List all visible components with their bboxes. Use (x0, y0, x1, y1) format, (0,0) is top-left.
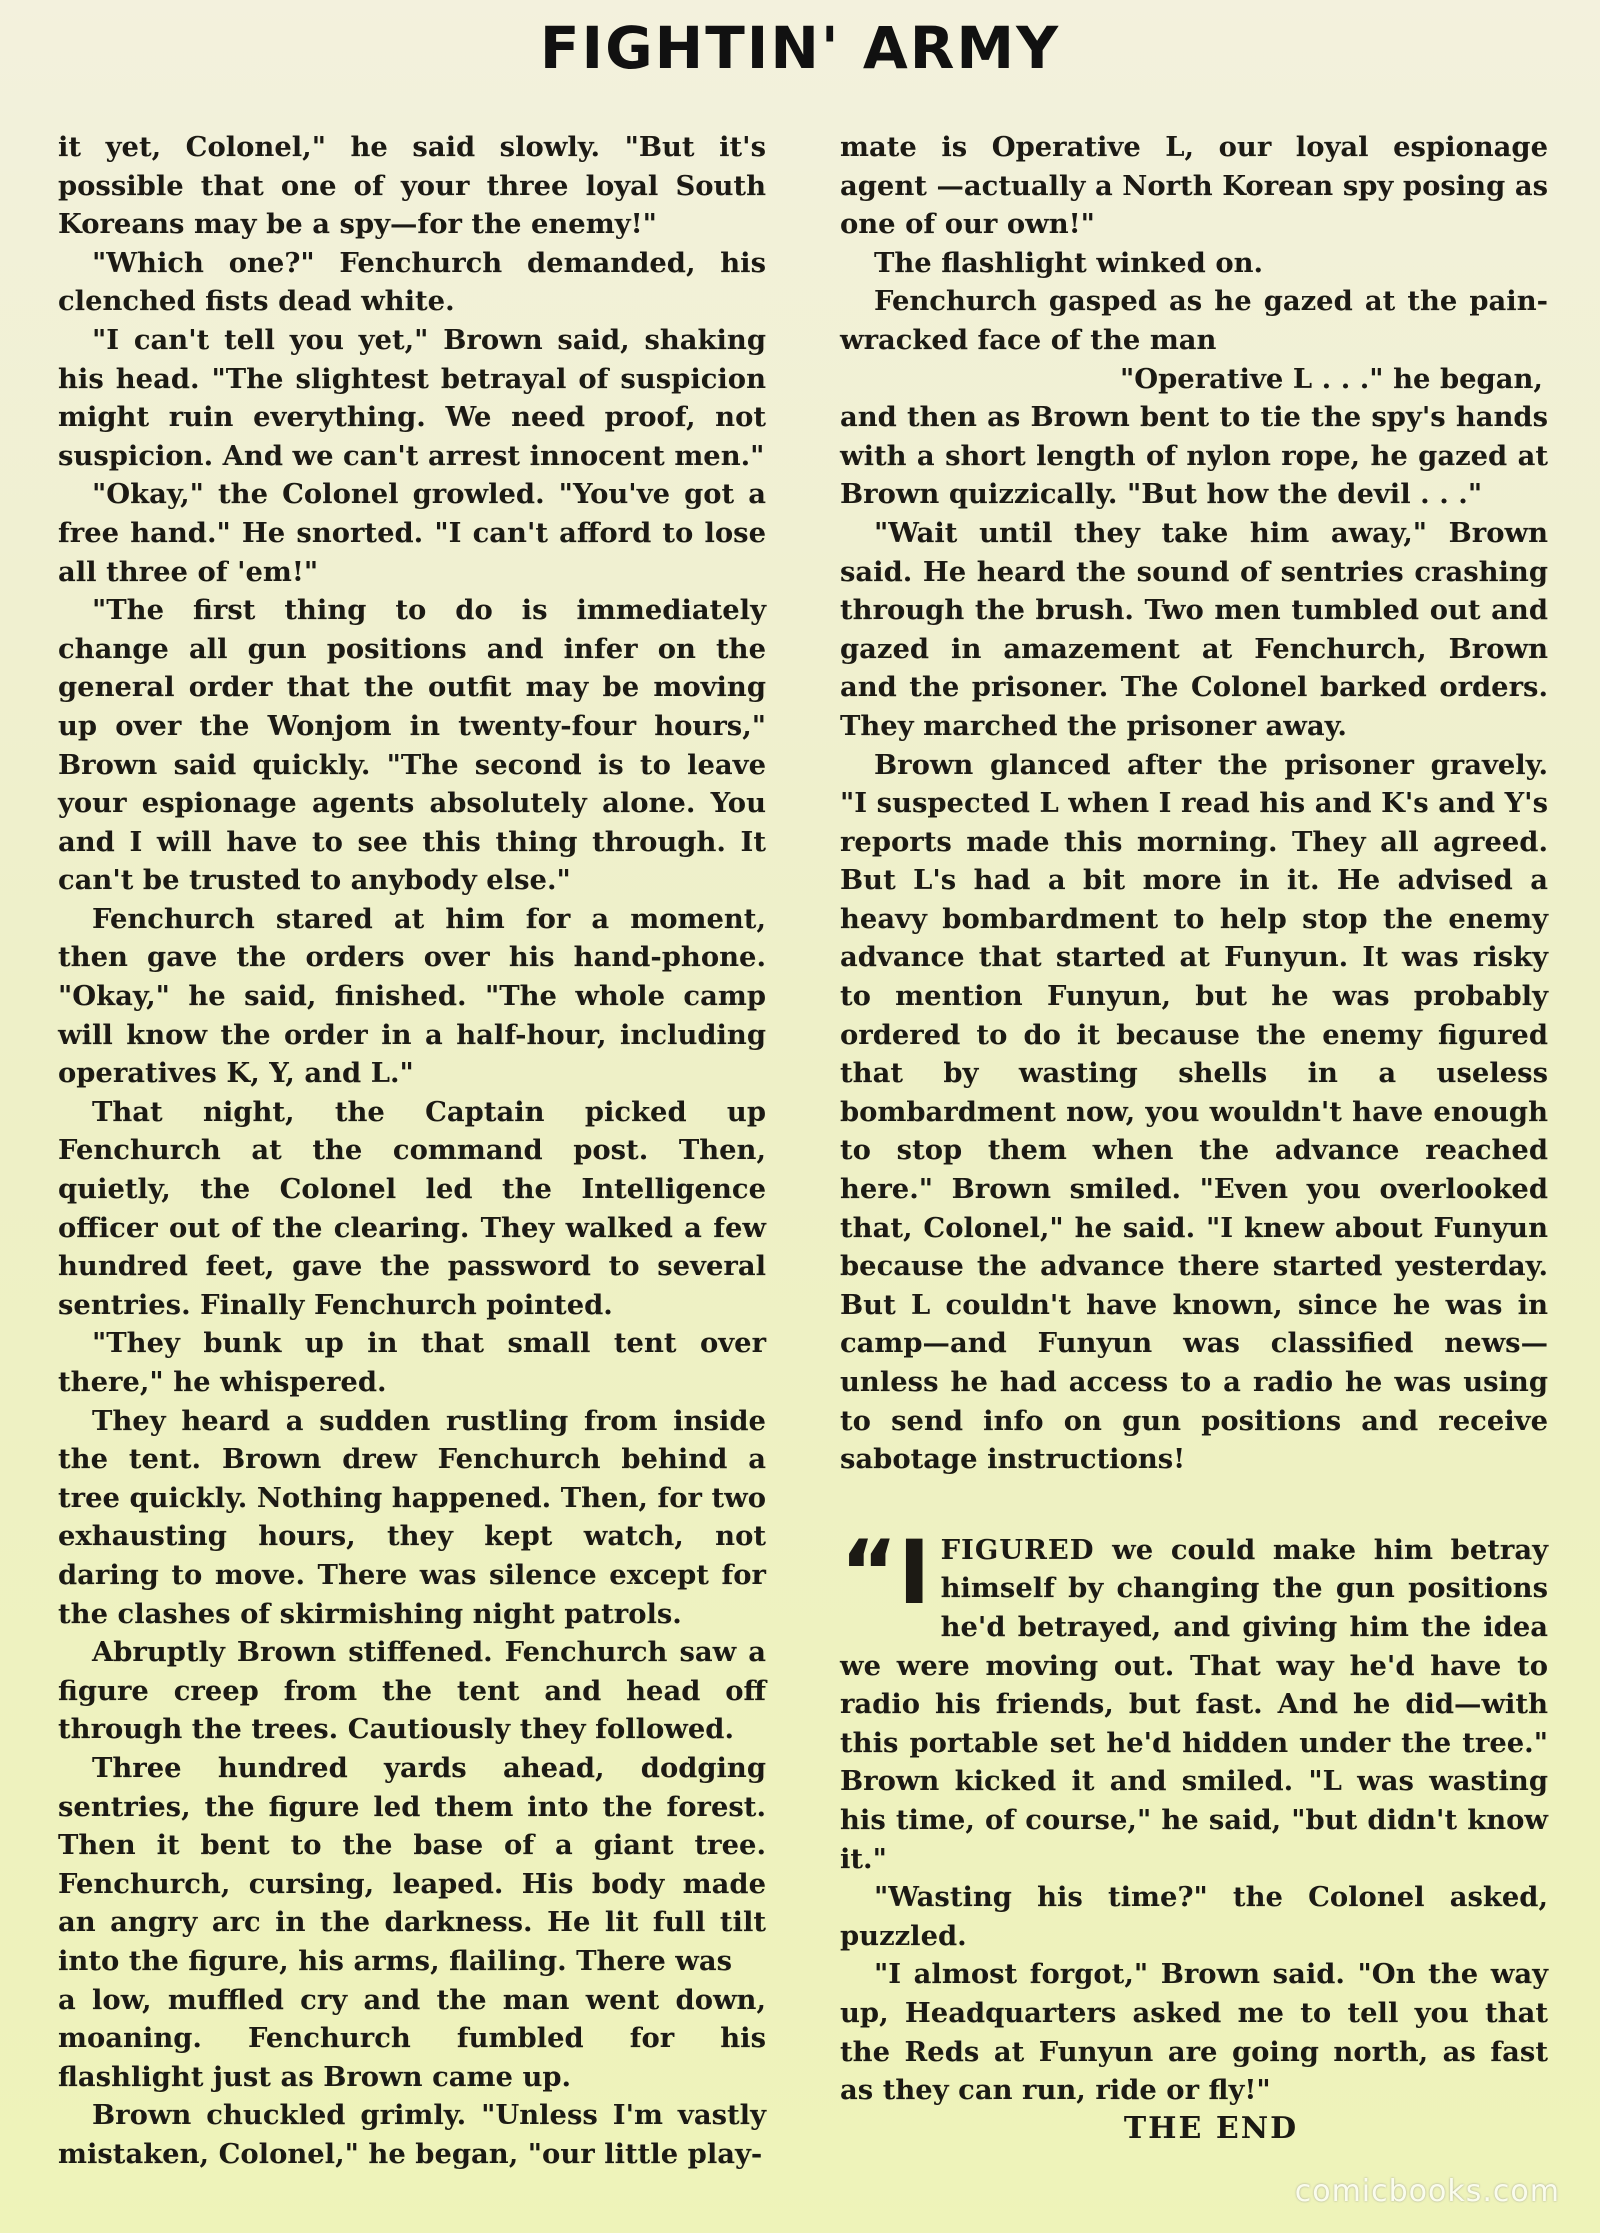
lead-word: FIGURED (940, 1533, 1095, 1566)
left-column (58, 128, 766, 2173)
paragraph: Brown glanced after the prisoner gravely. "I suspected L when I read his and K's and Y's reports made this morning. They all agreed. But L's had a bit more in it. He advised a heavy bombardment to help stop the enemy advance that started at Funyun. It was risky to mention Funyun, but he was probably ordered to do it because the enemy figured that by wasting shells in a useless bombardment now, you wouldn't have enough to stop them when the advance reached here." Brown smiled. "Even you overlooked that, Colonel," he said. "I knew about Funyun because the advance there started yesterday. But L couldn't have known, since he was in camp—and Funyun was classified news—unless he had access to a radio he was using to send info on gun positions and receive sabotage instructions! (840, 748, 1548, 1476)
paragraph: Fenchurch stared at him for a moment, then gave the orders over his hand-phone. "Okay," he said, finished. "The whole camp will know the order in a half-hour, including operatives K, Y, and L." (58, 902, 766, 1090)
paragraph: and then as Brown bent to tie the spy's hands with a short length of nylon rope, he gazed at Brown quizzically. "But how the devil . . ." (840, 401, 1548, 511)
paragraph: "They bunk up in that small tent over there," he whispered. (58, 1327, 766, 1398)
paragraph: "Which one?" Fenchurch demanded, his clenched fists dead white. (58, 246, 766, 318)
the-end: THE END (1123, 2110, 1299, 2146)
paragraph: a low, muffled cry and the man went down, moaning. Fenchurch fumbled for his flashlight just as Brown came up. (58, 1983, 766, 2093)
paragraph: it yet, Colonel," he said slowly. "But it's possible that one of your three loyal South Koreans may be a spy—for the enemy!" (58, 131, 766, 241)
paragraph: Abruptly Brown stiffened. Fenchurch saw a figure creep from the tent and head off through the trees. Cautiously they followed. (58, 1636, 766, 1746)
paragraph: Brown chuckled grimly. "Unless I'm vastly mistaken, Colonel," he began, "our little play- (58, 2099, 766, 2170)
pullquote-text: we could make him betray himself by changing the gun positions he'd betrayed, and giving him the idea we were moving out. That way he'd have to radio his friends, but fast. And he did—with this portable set he'd hidden under the tree." Brown kicked it and smiled. "L was wasting his time, of course," he said, "but didn't know it." (840, 1533, 1548, 1875)
paragraph: "I can't tell you yet," Brown said, shaking his head. "The slightest betrayal of suspicion might ruin everything. We need proof, not suspicion. And we can't arrest innocent men." (58, 323, 766, 472)
right-column (840, 128, 1548, 2148)
masthead-title: FIGHTIN' ARMY (539, 14, 1061, 82)
paragraph: "The first thing to do is immediately change all gun positions and infer on the general order that the outfit may be moving up over the Wonjom in twenty-four hours," Brown said quickly. "The second is to leave your espionage agents absolutely alone. You and I will have to see this thing through. It can't be trusted to anybody else." (58, 594, 766, 897)
paragraph: "I almost forgot," Brown said. "On the way up, Headquarters asked me to tell you that the Reds at Funyun are going north, as fast as they can run, ride or fly!" (840, 1958, 1548, 2107)
paragraph: That night, the Captain picked up Fenchurch at the command post. Then, quietly, the Colonel led the Intelligence officer out of the clearing. They walked a few hundred feet, gave the password to several sentries. Finally Fenchurch pointed. (58, 1095, 766, 1321)
pullquote-paragraph (840, 1520, 1548, 1878)
paragraph: Fenchurch gasped as he gazed at the pain-wracked face of the man (840, 285, 1548, 356)
drop-letter: I (897, 1520, 931, 1624)
paragraph: "Operative L . . ." he began, (1120, 362, 1543, 395)
drop-cap (840, 1520, 931, 1624)
paragraph: "Okay," the Colonel growled. "You've got a free hand." He snorted. "I can't afford to lose all three of 'em!" (58, 478, 766, 588)
watermark: comicbooks.com (1294, 2174, 1560, 2209)
paragraph: They heard a sudden rustling from inside the tent. Brown drew Fenchurch behind a tree quickly. Nothing happened. Then, for two exhausting hours, they kept watch, not daring to move. There was silence except for the clashes of skirmishing night patrols. (58, 1404, 766, 1630)
drop-quote-mark: “ (840, 1520, 898, 1624)
paragraph: "Wait until they take him away," Brown said. He heard the sound of sentries crashing through the brush. Two men tumbled out and gazed in amazement at Fenchurch, Brown and the prisoner. The Colonel barked orders. They marched the prisoner away. (840, 516, 1548, 742)
paragraph: The flashlight winked on. (874, 246, 1264, 279)
section-break (840, 1479, 1548, 1531)
paragraph: Three hundred yards ahead, dodging sentries, the figure led them into the forest. Then it bent to the base of a giant tree. Fenchurch, cursing, leaped. His body made an angry arc in the darkness. He lit full tilt into the figure, his arms, flailing. There was (58, 1751, 766, 1977)
paragraph: "Wasting his time?" the Colonel asked, puzzled. (840, 1881, 1548, 1952)
paragraph: mate is Operative L, our loyal espionage agent —actually a North Korean spy posing as one of our own!" (840, 131, 1548, 241)
